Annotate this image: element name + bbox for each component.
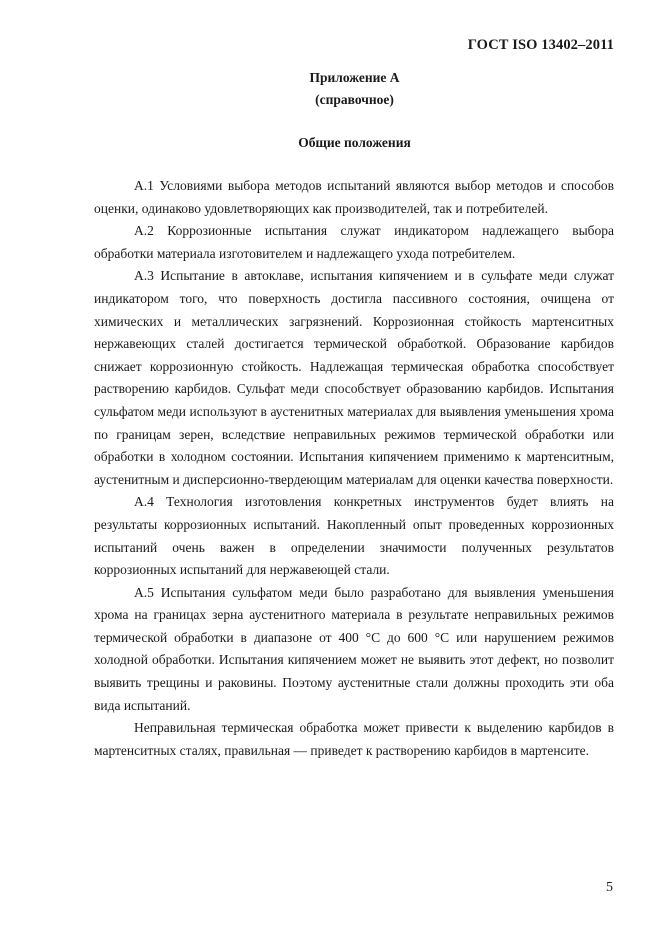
paragraph-final: Неправильная термическая обработка может привести к выделению карбидов в мартенситных сталях, правильная — приведет к растворению карбидов в мартенсите. [94,720,614,758]
section-title: Общие положения [298,135,411,150]
body-text [94,175,614,762]
paragraph-a5: А.5 Испытания сульфатом меди было разработано для выявления уменьшения хрома на границах зерна аустенитного материала в результате неправильных режимов термической обработки в диапазоне от 400 °С до 600 °С или нарушением режимов холодной обработки. Испытания кипячением может не выявить этот дефект, но позволит выявить трещины и раковины. Поэтому аустенитные стали должны проходить эти оба вида испытаний. [94,584,614,713]
page-number: 5 [606,880,613,895]
annex-kind: (справочное) [315,92,394,107]
standard-code: ГОСТ ISO 13402–2011 [467,37,614,53]
paragraph-a3: А.3 Испытание в автоклаве, испытания кипячением и в сульфате меди служат индикатором того, что поверхность достигла пассивного состояния, очищена от химических и металлических загрязнений. Коррозионная стойкость мартенситных нержавеющих сталей достигается термической обработкой. Образование карбидов снижает коррозионную стойкость. Надлежащая термическая обработка способствует растворению карбидов. Сульфат меди способствует образованию карбидов. Испытания сульфатом меди используют в аустенитных материалах для выявления уменьшения хрома по границам зерен, вследствие неправильных режимов термической обработки или обработки в холодном состоянии. Испытания кипячением применимо к мартенситным, аустенитным и дисперсионно-твердеющим материалам для оценки качества поверхности. [94,268,614,487]
paragraph-a4: А.4 Технология изготовления конкретных инструментов будет влиять на результаты коррозионных испытаний. Накопленный опыт проведенных коррозионных испытаний очень важен в определении значимости полученных результатов коррозионных испытаний для нержавеющей стали. [94,494,614,578]
annex-title: Приложение А [309,70,400,85]
paragraph-a1: А.1 Условиями выбора методов испытаний являются выбор методов и способов оценки, одинаково удовлетворяющих как производителей, так и потребителей. [94,178,614,216]
paragraph-a2: А.2 Коррозионные испытания служат индикатором надлежащего выбора обработки материала изготовителем и надлежащего ухода потребителем. [94,223,614,261]
